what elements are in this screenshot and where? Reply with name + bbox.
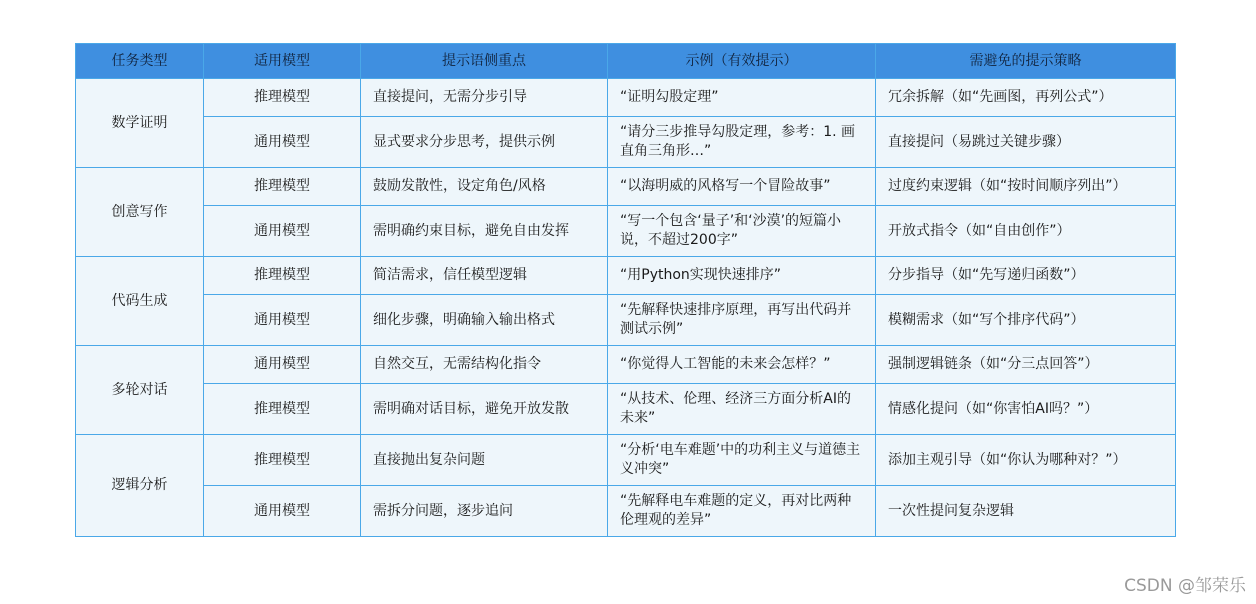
table-row	[76, 206, 1176, 257]
model-cell: 通用模型	[204, 117, 361, 168]
focus-cell: 细化步骤，明确输入输出格式	[361, 295, 608, 346]
model-cell: 推理模型	[204, 79, 361, 117]
focus-cell: 直接抛出复杂问题	[361, 435, 608, 486]
avoid-cell: 模糊需求（如“写个排序代码”）	[876, 295, 1176, 346]
avoid-cell: 一次性提问复杂逻辑	[876, 486, 1176, 537]
table-row	[76, 486, 1176, 537]
model-cell: 通用模型	[204, 346, 361, 384]
table-row	[76, 168, 1176, 206]
example-cell: “用Python实现快速排序”	[608, 257, 876, 295]
example-cell: “你觉得人工智能的未来会怎样？”	[608, 346, 876, 384]
table-row	[76, 79, 1176, 117]
header-row	[76, 44, 1176, 79]
avoid-cell: 直接提问（易跳过关键步骤）	[876, 117, 1176, 168]
table-row	[76, 117, 1176, 168]
avoid-cell: 情感化提问（如“你害怕AI吗？”）	[876, 384, 1176, 435]
focus-cell: 需明确对话目标，避免开放发散	[361, 384, 608, 435]
header-example: 示例（有效提示）	[608, 44, 876, 79]
table-row	[76, 257, 1176, 295]
example-cell: “证明勾股定理”	[608, 79, 876, 117]
avoid-cell: 添加主观引导（如“你认为哪种对？”）	[876, 435, 1176, 486]
focus-cell: 自然交互，无需结构化指令	[361, 346, 608, 384]
model-cell: 推理模型	[204, 257, 361, 295]
header-task-type: 任务类型	[76, 44, 204, 79]
model-cell: 通用模型	[204, 295, 361, 346]
table-row	[76, 435, 1176, 486]
table-row	[76, 346, 1176, 384]
model-cell: 推理模型	[204, 168, 361, 206]
example-cell: “先解释电车难题的定义，再对比两种伦理观的差异”	[608, 486, 876, 537]
example-cell: “从技术、伦理、经济三方面分析AI的未来”	[608, 384, 876, 435]
model-cell: 推理模型	[204, 435, 361, 486]
table-row	[76, 384, 1176, 435]
task-type-cell: 创意写作	[76, 168, 204, 257]
task-type-cell: 代码生成	[76, 257, 204, 346]
focus-cell: 显式要求分步思考，提供示例	[361, 117, 608, 168]
example-cell: “请分三步推导勾股定理，参考：1. 画直角三角形…”	[608, 117, 876, 168]
focus-cell: 需明确约束目标，避免自由发挥	[361, 206, 608, 257]
example-cell: “分析‘电车难题’中的功利主义与道德主义冲突”	[608, 435, 876, 486]
model-cell: 推理模型	[204, 384, 361, 435]
example-cell: “写一个包含‘量子’和‘沙漠’的短篇小说，不超过200字”	[608, 206, 876, 257]
watermark: CSDN @邹荣乐	[1124, 576, 1246, 596]
comparison-table	[75, 43, 1176, 537]
avoid-cell: 分步指导（如“先写递归函数”）	[876, 257, 1176, 295]
table-row	[76, 295, 1176, 346]
task-type-cell: 多轮对话	[76, 346, 204, 435]
task-type-cell: 逻辑分析	[76, 435, 204, 537]
header-prompt-focus: 提示语侧重点	[361, 44, 608, 79]
model-cell: 通用模型	[204, 486, 361, 537]
header-model: 适用模型	[204, 44, 361, 79]
avoid-cell: 强制逻辑链条（如“分三点回答”）	[876, 346, 1176, 384]
model-cell: 通用模型	[204, 206, 361, 257]
example-cell: “先解释快速排序原理，再写出代码并测试示例”	[608, 295, 876, 346]
focus-cell: 鼓励发散性，设定角色/风格	[361, 168, 608, 206]
avoid-cell: 过度约束逻辑（如“按时间顺序列出”）	[876, 168, 1176, 206]
header-avoid-strategy: 需避免的提示策略	[876, 44, 1176, 79]
task-type-cell: 数学证明	[76, 79, 204, 168]
focus-cell: 简洁需求，信任模型逻辑	[361, 257, 608, 295]
avoid-cell: 开放式指令（如“自由创作”）	[876, 206, 1176, 257]
example-cell: “以海明威的风格写一个冒险故事”	[608, 168, 876, 206]
avoid-cell: 冗余拆解（如“先画图，再列公式”）	[876, 79, 1176, 117]
focus-cell: 需拆分问题，逐步追问	[361, 486, 608, 537]
focus-cell: 直接提问，无需分步引导	[361, 79, 608, 117]
